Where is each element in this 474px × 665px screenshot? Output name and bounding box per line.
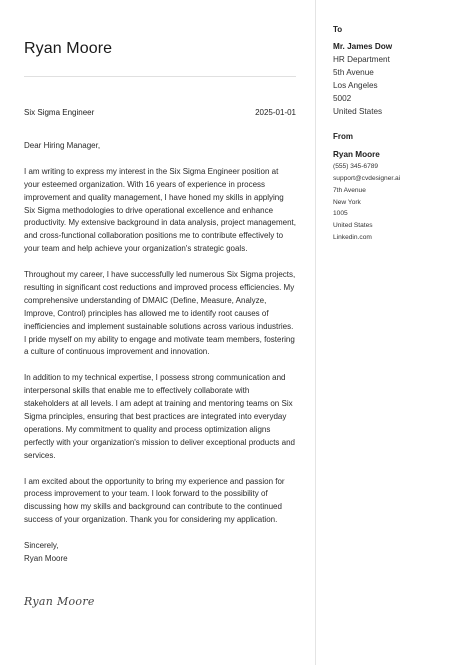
to-heading: To (333, 25, 343, 34)
from-heading: From (333, 132, 353, 141)
sender-email[interactable]: support@cvdesigner.ai (333, 175, 401, 183)
sender-name: Ryan Moore (333, 150, 380, 159)
signature: Ryan Moore (24, 595, 95, 608)
letter-body (24, 140, 296, 566)
sidebar-divider (315, 0, 316, 665)
recipient-block (333, 41, 469, 118)
header-divider (24, 76, 296, 77)
recipient-department: HR Department (333, 54, 390, 64)
letter-paragraph-4: I am excited about the opportunity to bring my experience and passion for process improvement to your team. I look forward to the possibility of discussing how my skills and background can contribute to the continued success of your organization. Thank you for considering my application. (24, 476, 285, 525)
letter-greeting: Dear Hiring Manager, (24, 141, 101, 150)
sender-linkedin-link[interactable]: Linkedin.com (333, 234, 372, 242)
letter-closing: Sincerely, (24, 541, 59, 551)
letter-main-column (24, 0, 296, 665)
sender-zip: 1005 (333, 210, 348, 218)
letter-paragraph-1: I am writing to express my interest in the Six Sigma Engineer position at your esteemed organization. With 16 years of experience in process improvement and quality management, I have honed my skills in applying Six Sigma methodologies to drive operational excellence and enhance productivity. My extensive background in data analysis, project management, and cross-functional collaboration positions me to contribute effectively to your team and help achieve your organization's strategic goals. (24, 166, 296, 254)
letter-date: 2025-01-01 (255, 108, 296, 117)
sender-city: New York (333, 198, 361, 206)
letter-paragraph-3: In addition to my technical expertise, I possess strong communication and interpersonal skills that enable me to effectively collaborate with stakeholders at all levels. I am adept at training and mentoring teams on Six Sigma principles, ensuring that best practices are integrated into everyday operations. My commitment to quality and process optimization aligns perfectly with your organization's mission to deliver exceptional products and services. (24, 373, 295, 460)
recipient-city: Los Angeles (333, 80, 378, 90)
job-title: Six Sigma Engineer (24, 108, 95, 117)
contact-sidebar (333, 0, 469, 665)
sender-phone: (555) 345-6789 (333, 163, 379, 171)
recipient-name: Mr. James Dow (333, 42, 393, 51)
applicant-name: Ryan Moore (24, 40, 113, 57)
sender-country: United States (333, 222, 373, 230)
sender-street: 7th Avenue (333, 186, 366, 194)
sender-block (333, 149, 469, 244)
recipient-street: 5th Avenue (333, 67, 374, 77)
letter-closing-name: Ryan Moore (24, 553, 68, 563)
letter-paragraph-2: Throughout my career, I have successfully led numerous Six Sigma projects, resulting in significant cost reductions and improved process efficiencies. My comprehensive understanding of DMAIC (Define, Measure, Analyze, Improve, Control) principles has allowed me to identify root causes of inefficiencies and implement sustainable solutions across various industries. I pride myself on my ability to engage and motivate team members, fostering a culture of continuous improvement and innovation. (24, 270, 296, 357)
recipient-country: United States (333, 106, 383, 116)
recipient-zip: 5002 (333, 93, 352, 103)
